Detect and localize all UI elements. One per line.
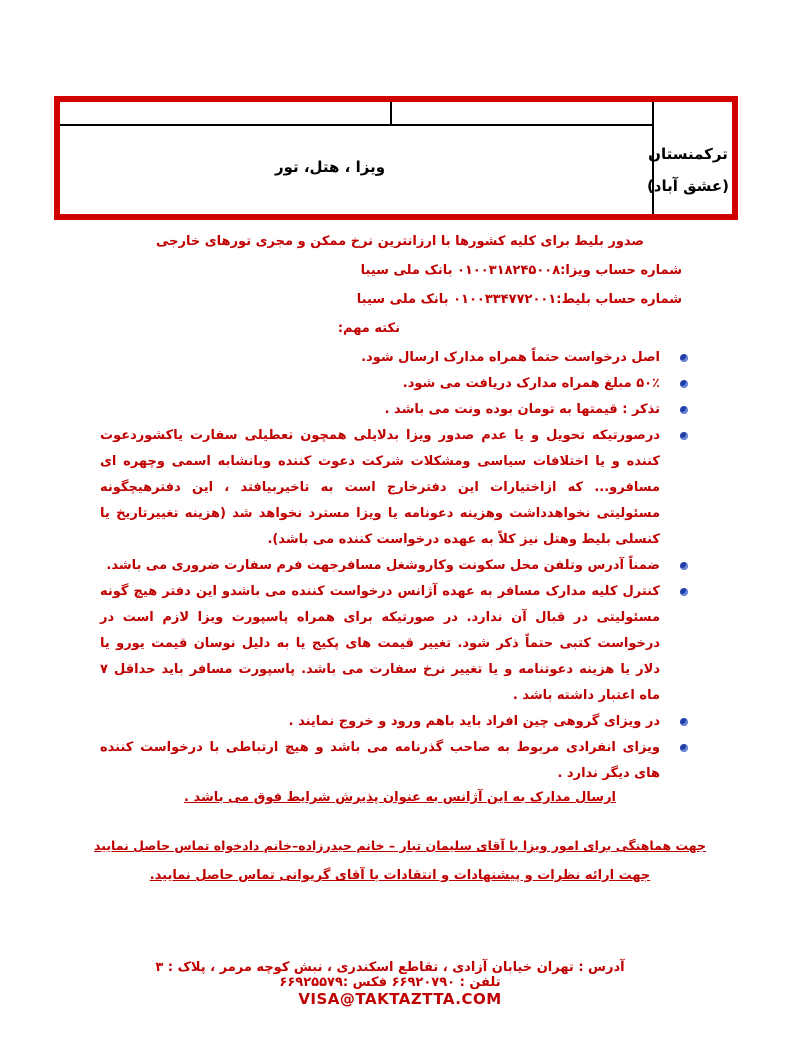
header-rule — [60, 124, 652, 126]
feedback-contact-note: جهت ارائه نظرات و پیشنهادات و انتقادات با آقای گریوانی تماس حاصل نمایید. — [149, 868, 651, 883]
bullet-icon — [680, 718, 688, 726]
country-cell — [646, 138, 730, 202]
bullet-icon — [680, 380, 688, 388]
header-cell-empty-right — [392, 102, 654, 126]
note-item: ضمناً آدرس وتلفن محل سکونت وکاروشغل مسافرجهت فرم سفارت ضروری می باشد. — [100, 553, 688, 579]
note-title: نکته مهم: — [337, 321, 400, 336]
note-item: ویزای انفرادی مربوط به صاحب گذرنامه می باشد و هیچ ارتباطی با درخواست کننده های دیگر ندارد . — [100, 735, 688, 787]
bullet-icon — [680, 432, 688, 440]
country-name: ترکمنستان — [648, 145, 728, 163]
footer-email[interactable]: VISA@TAKTAZTTA.COM — [298, 990, 502, 1008]
visa-account: شماره حساب ویزا:۰۱۰۰۳۱۸۲۴۵۰۰۸ بانک ملی سیبا — [360, 263, 682, 278]
services-title: ویزا ، هتل، تور — [274, 158, 386, 176]
note-item: تذکر : قیمتها به تومان بوده ونت می باشد . — [100, 397, 688, 423]
intro-text: صدور بلیط برای کلیه کشورها با ارزانترین نرخ ممکن و مجری تورهای خارجی — [155, 234, 644, 249]
bullet-icon — [680, 406, 688, 414]
note-item: کنترل کلیه مدارک مسافر به عهده آژانس درخواست کننده می باشدو این دفتر هیچ گونه مسئولیتی در قبال آن ندارد. در صورتیکه برای همراه پاسپورت ویزا لازم است در درخواست کتبی حتماً ذکر شود. تغییر قیمت های پکیج یا به دلیل نوسان قیمت یورو یا دلار یا هزینه دعوتنامه و یا تغییر نرخ سفارت می باشد. پاسپورت مسافر باید حداقل ۷ ماه اعتبار داشته باشد . — [100, 579, 688, 709]
bullet-icon — [680, 744, 688, 752]
notes-list — [100, 345, 688, 787]
ticket-account: شماره حساب بلیط:۰۱۰۰۳۳۴۷۷۲۰۰۱ بانک ملی سیبا — [356, 292, 682, 307]
header-cell-empty-left — [60, 102, 392, 126]
bullet-icon — [680, 562, 688, 570]
acceptance-note: ارسال مدارک به این آژانس به عنوان پذیرش شرایط فوق می باشد . — [183, 790, 617, 805]
bullet-icon — [680, 588, 688, 596]
bullet-icon — [680, 354, 688, 362]
header-table — [54, 96, 738, 220]
note-item: درصورتیکه تحویل و یا عدم صدور ویزا بدلایلی همچون تعطیلی سفارت یاکشوردعوت کننده و یا اختلافات سیاسی ومشکلات شرکت دعوت کننده وبانشابه اسمی وچهره ای مسافرو... که ازاختیارات این دفترخارج است به تاخیربیافتد ، این دفترهیچگونه مسئولیتی نخواهدداشت وهزینه دعونامه یا ویزا مسترد نخواهد شد (هزینه تغییرتاریخ یا کنسلی بلیط وهتل نیز کلاً به عهده درخواست کننده می باشد). — [100, 423, 688, 553]
city-name: (عشق آباد) — [646, 177, 730, 195]
visa-contact-note: جهت هماهنگی برای امور ویزا با آقای سلیمان تبار – خانم حیدرزاده–خانم دادخواه تماس حاصل نمایید — [94, 838, 706, 853]
note-item: در ویزای گروهی چین افراد باید باهم ورود و خروج نمایند . — [100, 709, 688, 735]
footer-address: آدرس : تهران خیابان آزادی ، تقاطع اسکندری ، نبش کوچه مرمر ، پلاک : ۳ تلفن : ۶۶۹۲۰۷۹۰ فکس :۶۶۹۲۵۵۷۹ — [155, 960, 625, 990]
note-item: اصل درخواست حتماً همراه مدارک ارسال شود. — [100, 345, 688, 371]
note-item: ۵۰٪ مبلغ همراه مدارک دریافت می شود. — [100, 371, 688, 397]
